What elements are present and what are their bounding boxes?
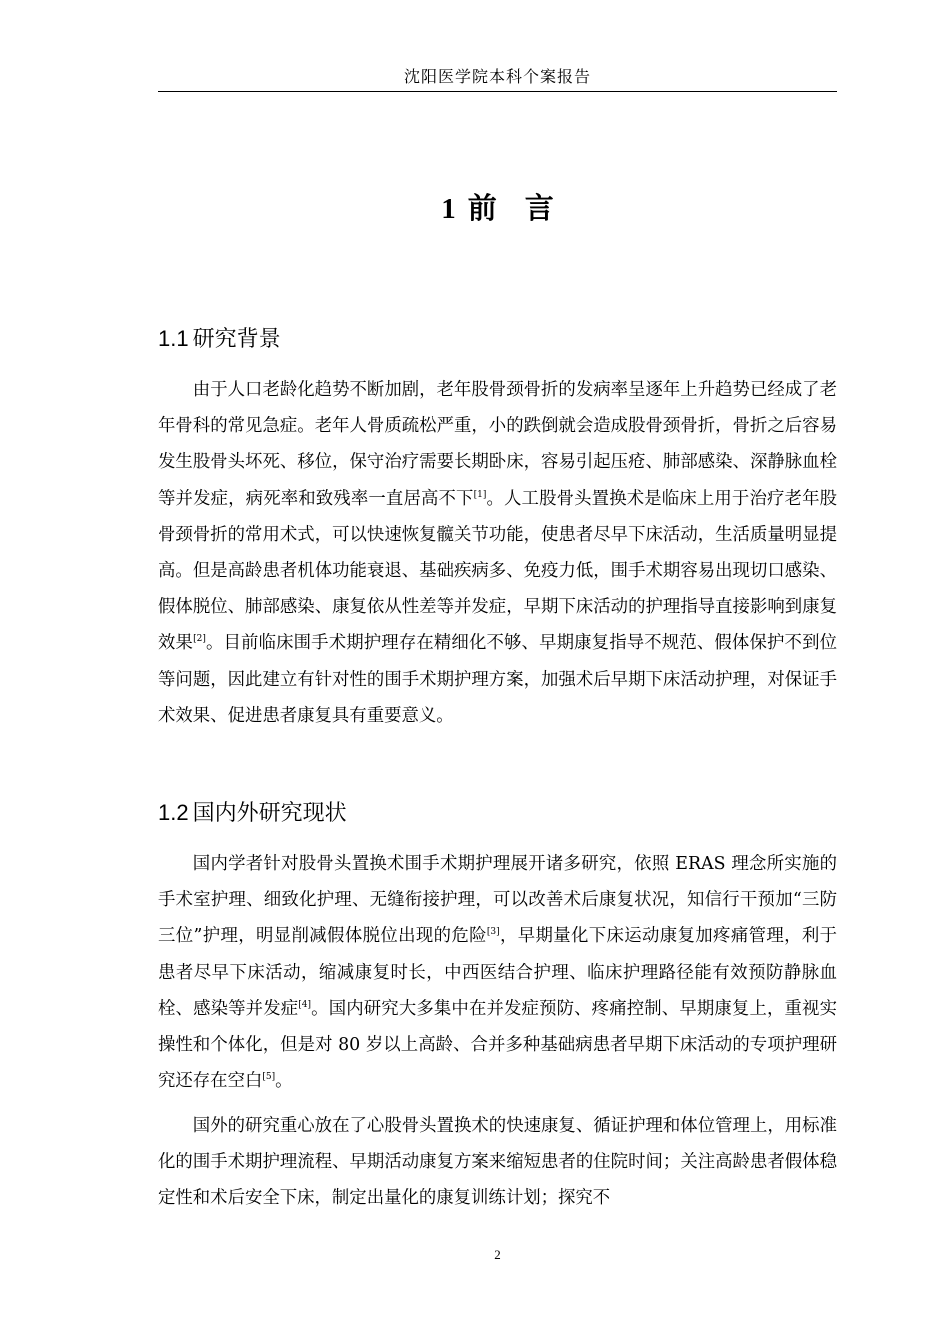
paragraph-foreign-research [158,1108,837,1217]
paragraph-text: 国内学者针对股骨头置换术围手术期护理展开诸多研究，依照 ERAS 理念所实施的手术室护理、细致化护理、无缝衔接护理，可以改善术后康复状况，知信行干预加“三防三位”护理，明显削减假体脱位出现的危险 [158,854,837,947]
paragraph-domestic-research [158,846,837,1099]
header-rule [158,91,837,92]
section-title: 研究背景 [192,327,281,352]
paragraph-text: 。目前临床围手术期护理存在精细化不够、早期康复指导不规范、假体保护不到位等问题，因此建立有针对性的围手术期护理方案，加强术后早期下床活动护理，对保证手术效果、促进患者康复具有重要意义。 [158,633,837,726]
citation-ref: [1] [473,489,487,500]
paragraph-background [158,372,837,734]
paragraph-text: 由于人口老龄化趋势不断加剧，老年股骨颈骨折的发病率呈逐年上升趋势已经成了老年骨科的常见急症。老年人骨质疏松严重，小的跌倒就会造成股骨颈骨折，骨折之后容易发生股骨头坏死、移位，保守治疗需要长期卧床，容易引起压疮、肺部感染、深静脉血栓等并发症，病死率和致残率一直居高不下 [158,380,837,509]
section-title: 国内外研究现状 [192,801,347,826]
paragraph-text: ，早期量化下床运动康复加疼痛管理，利于患者尽早下床活动，缩减康复时长，中西医结合护理、临床护理路径能有效预防静脉血栓、感染等并发症 [158,926,837,1019]
citation-ref: [5] [262,1072,276,1083]
paragraph-text: 。 [275,1071,293,1092]
citation-ref: [4] [298,999,312,1010]
citation-ref: [3] [486,927,500,938]
section-number: 1.2 [158,800,189,825]
citation-ref: [2] [193,634,206,645]
chapter-number: 1 [441,193,456,225]
section-number: 1.1 [158,326,189,351]
chapter-title [158,188,837,229]
page-number: 2 [494,1247,501,1262]
paragraph-text: 。国内研究大多集中在并发症预防、疼痛控制、早期康复上，重视实操性和个体化，但是对 80 岁以上高龄、合并多种基础病患者早期下床活动的专项护理研究还存在空白 [158,998,837,1092]
paragraph-text: 。人工股骨头置换术是临床上用于治疗老年股骨颈骨折的常用术式，可以快速恢复髋关节功能，使患者尽早下床活动，生活质量明显提高。但是高龄患者机体功能衰退、基础疾病多、免疫力低，围手术期容易出现切口感染、假体脱位、肺部感染、康复依从性差等并发症，早期下床活动的护理指导直接影响到康复效果 [158,488,837,654]
section-heading-1-2 [158,798,837,829]
paragraph-text: 国外的研究重心放在了心股骨头置换术的快速康复、循证护理和体位管理上，用标准化的围手术期护理流程、早期活动康复方案来缩短患者的住院时间；关注高龄患者假体稳定性和术后安全下床，制定出量化的康复训练计划；探究不 [158,1116,837,1209]
running-header: 沈阳医学院本科个案报告 [403,67,591,86]
section-heading-1-1 [158,324,837,355]
chapter-title-text: 前言 [467,191,582,225]
